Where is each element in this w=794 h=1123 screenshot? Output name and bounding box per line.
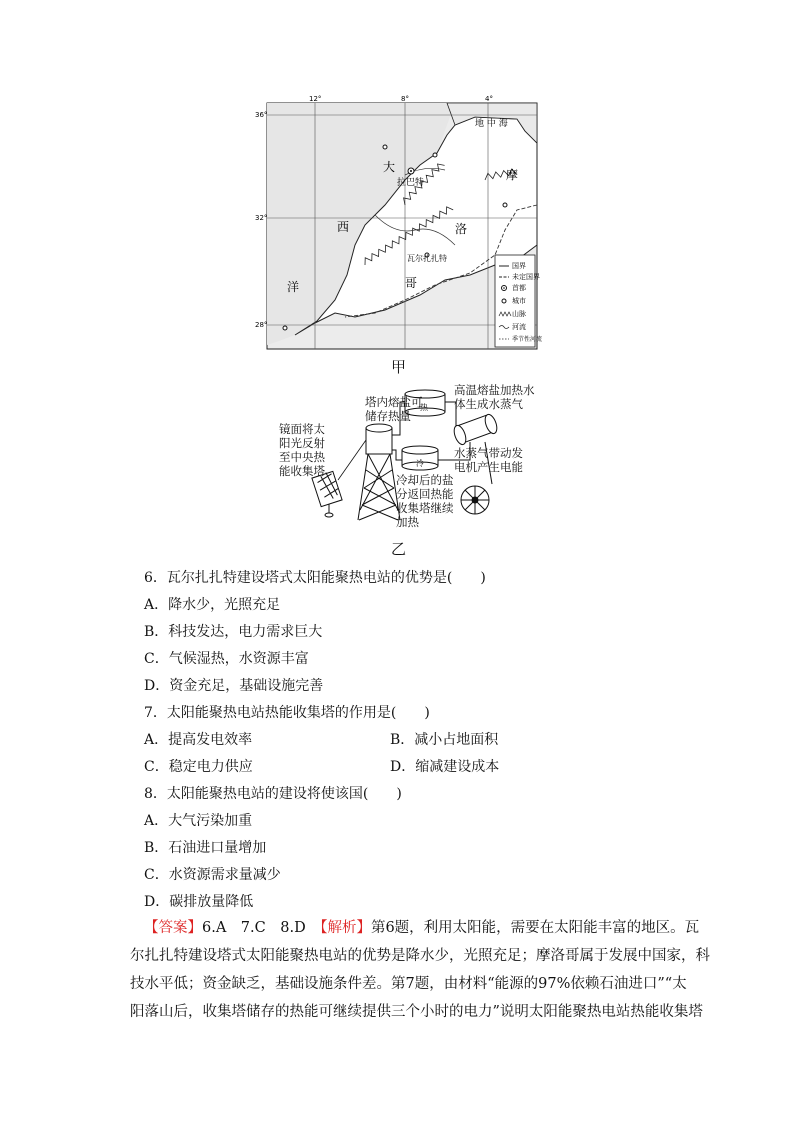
question-8-stem: 8．太阳能聚热电站的建设将使该国( ) [144, 786, 402, 802]
analysis-line: 第6题，利用太阳能，需要在太阳能丰富的地区。瓦 [370, 920, 700, 936]
ocean-char: 洋 [287, 280, 300, 294]
hot-salt-text: 高温熔盐加热水 体生成水蒸气 [454, 383, 535, 411]
question-7-option-c: C．稳定电力供应 [144, 759, 253, 775]
legend-item: 城市 [512, 297, 526, 305]
question-6-option-c: C．气候湿热，水资源丰富 [144, 651, 309, 667]
question-8-option-c: C．水资源需求量减少 [144, 867, 281, 883]
analysis-line: 技水平低；资金缺乏，基础设施条件差。第7题，由材料“能源的97%依赖石油进口”“太 [130, 976, 687, 992]
tower-text: 塔内熔盐可 储存热量 [365, 395, 423, 423]
tower-icon [358, 424, 400, 520]
country-char: 摩 [506, 168, 519, 182]
country-char: 哥 [405, 276, 418, 290]
lon-label: 8° [401, 95, 409, 103]
morocco-map [255, 95, 543, 351]
question-6-option-a: A．降水少，光照充足 [144, 597, 281, 613]
lon-label: 4° [485, 95, 493, 103]
legend-item: 河流 [512, 323, 526, 331]
ocean-char: 西 [337, 220, 350, 234]
cold-salt-text: 冷却后的盐 分返回热能 收集塔继续 加热 [396, 473, 454, 529]
question-7-option-b: B．减小占地面积 [390, 732, 499, 748]
question-6-option-b: B．科技发达，电力需求巨大 [144, 624, 323, 640]
legend-item: 国界 [512, 262, 526, 270]
steam-text: 水蒸气带动发 电机产生电能 [454, 446, 523, 474]
question-8-option-b: B．石油进口量增加 [144, 840, 267, 856]
question-8-option-d: D．碳排放量降低 [144, 894, 254, 910]
figure-caption-jia: 甲 [391, 358, 407, 376]
lat-label: 32° [255, 214, 268, 222]
legend-item: 山脉 [512, 310, 526, 318]
city-label-warzazat: 瓦尔扎扎特 [407, 254, 447, 263]
city-label-rabat: 拉巴特 [397, 178, 425, 188]
lat-label: 36° [255, 111, 268, 119]
cold-label: 冷 [416, 459, 424, 468]
analysis-line: 尔扎扎特建设塔式太阳能聚热电站的优势是降水少，光照充足；摩洛哥属于发展中国家，科 [130, 948, 710, 964]
question-8-option-a: A．大气污染加重 [144, 813, 253, 829]
turbine-icon [461, 486, 489, 514]
answer-values: 6.A 7.C 8.D [202, 920, 321, 936]
legend-item: 首都 [512, 284, 526, 292]
sea-label: 地 中 海 [475, 119, 508, 129]
figure-caption-yi: 乙 [391, 540, 407, 558]
question-6-stem: 6．瓦尔扎扎特建设塔式太阳能聚热电站的优势是( ) [144, 570, 486, 586]
legend-item: 季节性河流 [512, 336, 543, 343]
country-char: 洛 [455, 222, 468, 236]
analysis-tag: 【解析】 [320, 920, 371, 936]
ocean-char: 大 [383, 160, 396, 174]
mirror-text: 镜面将太 阳光反射 至中央热 能收集塔 [279, 422, 325, 478]
question-6-option-d: D．资金充足，基础设施完善 [144, 678, 324, 694]
question-7-option-d: D．缩减建设成本 [390, 759, 500, 775]
legend-item: 未定国界 [512, 273, 540, 281]
lat-label: 28° [255, 321, 268, 329]
analysis-line: 阳落山后，收集塔储存的热能可继续提供三个小时的电力”说明太阳能聚热电站热能收集塔 [130, 1004, 703, 1020]
answer-tag: 【答案】 [144, 920, 202, 936]
answer-line [130, 914, 700, 942]
question-7-stem: 7．太阳能聚热电站热能收集塔的作用是( ) [144, 705, 430, 721]
hot-label: 热 [420, 403, 428, 412]
question-7-option-a: A．提高发电效率 [144, 732, 253, 748]
steam-generator-icon [452, 413, 499, 446]
answer-block [130, 914, 710, 1026]
lon-label: 12° [309, 95, 322, 103]
